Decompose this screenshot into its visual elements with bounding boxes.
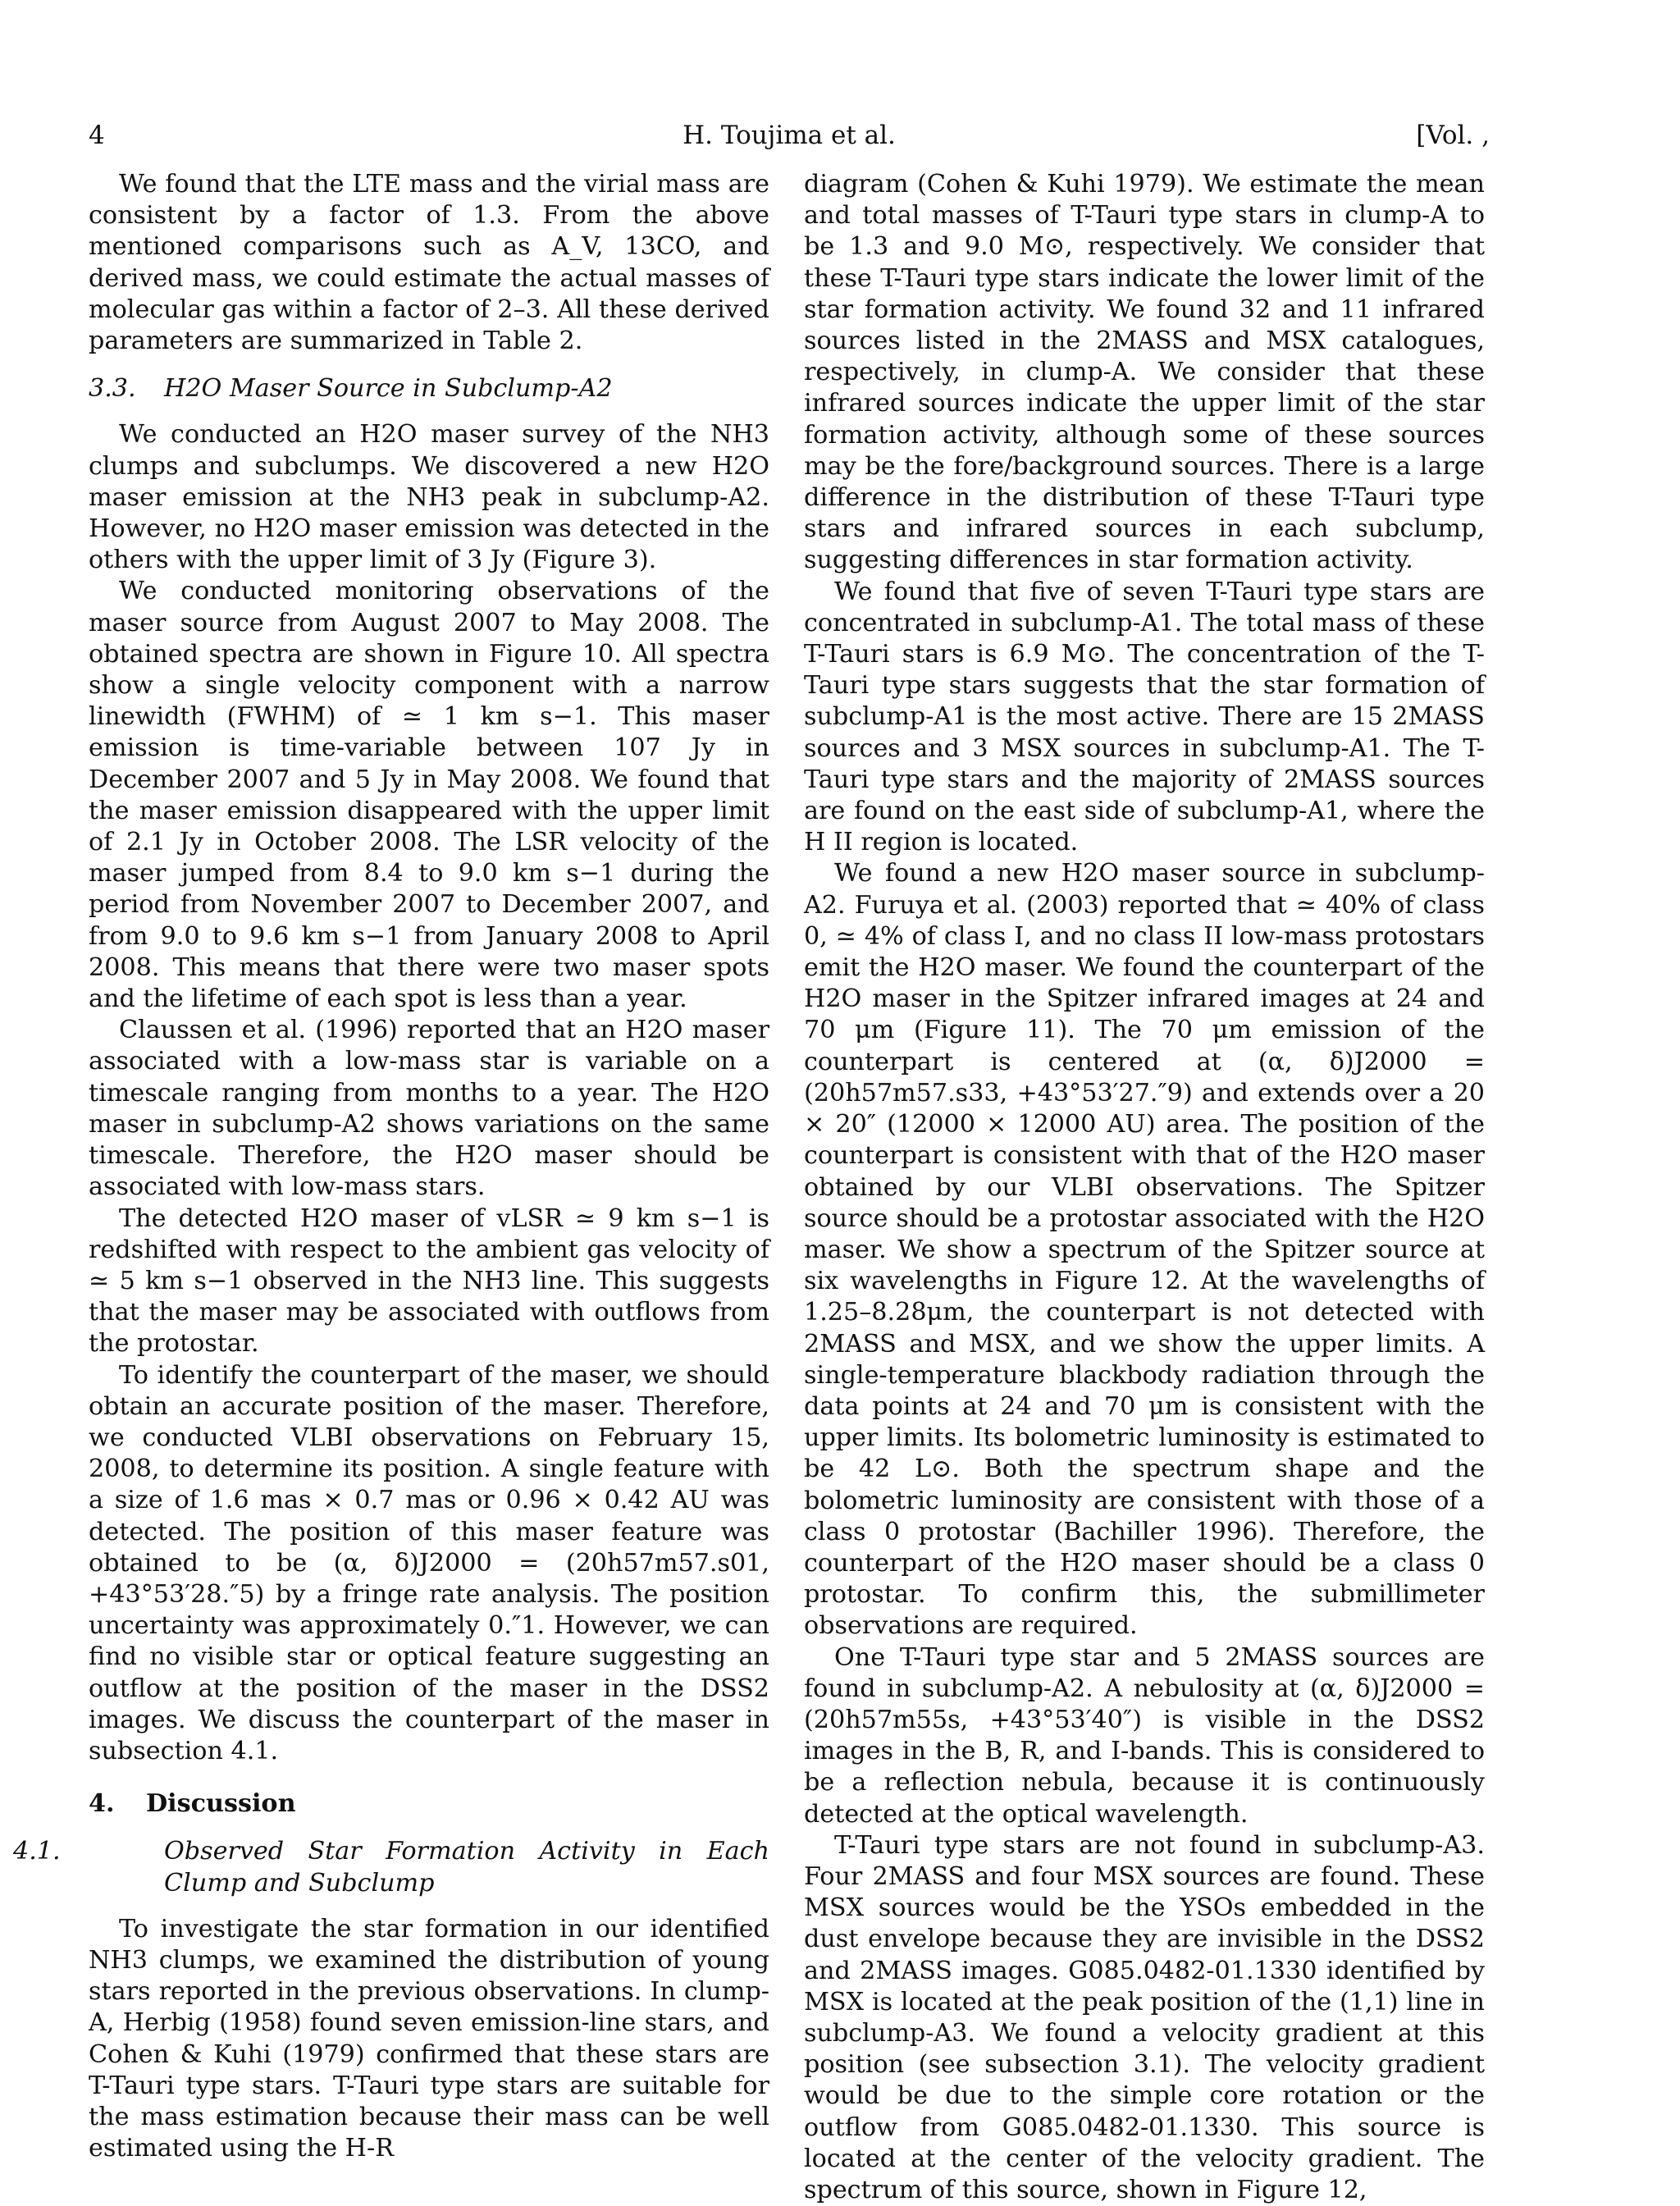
- section-number: 4.: [89, 1789, 115, 1819]
- subsection-number: 4.1.: [13, 1837, 61, 1866]
- paragraph: The detected H2O maser of vLSR ≃ 9 km s−1 is redshifted with respect to the ambient gas velocity of ≃ 5 km s−1 observed in the NH3 line. This suggests that the maser may be associated with outflows from the protostar.: [89, 1203, 769, 1359]
- paragraph: T-Tauri type stars are not found in subclump-A3. Four 2MASS and four MSX sources are found. These MSX sources would be the YSOs embedded in the dust envelope because they are invisible in the DSS2 and 2MASS images. G085.0482-01.1330 identified by MSX is located at the peak position of the (1,1) line in subclump-A3. We found a velocity gradient at this position (see subsection 3.1). The velocity gradient would be due to the simple core rotation or the outflow from G085.0482-01.1330. This source is located at the center of the velocity gradient. The spectrum of this source, shown in Figure 12,: [804, 1830, 1485, 2204]
- paragraph: We conducted an H2O maser survey of the NH3 clumps and subclumps. We discovered a new H2O maser emission at the NH3 peak in subclump-A2. However, no H2O maser emission was detected in the others with the upper limit of 3 Jy (Figure 3).: [89, 420, 769, 575]
- page-number: 4: [89, 121, 105, 150]
- paragraph: We found a new H2O maser source in subclump-A2. Furuya et al. (2003) reported that ≃ 40% of class 0, ≃ 4% of class I, and no class II low-mass protostars emit the H2O maser. We found the counterpart of the H2O maser in the Spitzer infrared images at 24 and 70 μm (Figure 11). The 70 μm emission of the counterpart is centered at (α, δ)J2000 = (20h57m57.s33, +43°53′27.″9) and extends over a 20 × 20″ (12000 × 12000 AU) area. The position of the counterpart is consistent with that of the H2O maser obtained by our VLBI observations. The Spitzer source should be a protostar associated with the H2O maser. We show a spectrum of the Spitzer source at six wavelengths in Figure 12. At the wavelengths of 1.25–8.28μm, the counterpart is not detected with 2MASS and MSX, and we show the upper limits. A single-temperature blackbody radiation through the data points at 24 and 70 μm is consistent with the upper limits. Its bolometric luminosity is estimated to be 42 L⊙. Both the spectrum shape and the bolometric luminosity are consistent with those of a class 0 protostar (Bachiller 1996). Therefore, the counterpart of the H2O maser should be a class 0 protostar. To confirm this, the submillimeter observations are required.: [804, 859, 1485, 1641]
- volume-label: [Vol. ,: [1416, 121, 1490, 150]
- subsection-heading: [89, 373, 769, 404]
- right-column: [804, 169, 1485, 2206]
- section-title: Discussion: [146, 1789, 296, 1819]
- paragraph: To identify the counterpart of the maser, we should obtain an accurate position of the maser. Therefore, we conducted VLBI observations on February 15, 2008, to determine its position. A single feature with a size of 1.6 mas × 0.7 mas or 0.96 × 0.42 AU was detected. The position of this maser feature was obtained to be (α, δ)J2000 = (20h57m57.s01, +43°53′28.″5) by a fringe rate analysis. The position uncertainty was approximately 0.″1. However, we can find no visible star or optical feature suggesting an outflow at the position of the maser in the DSS2 images. We discuss the counterpart of the maser in subsection 4.1.: [89, 1360, 769, 1765]
- paragraph: diagram (Cohen & Kuhi 1979). We estimate the mean and total masses of T-Tauri type stars in clump-A to be 1.3 and 9.0 M⊙, respectively. We consider that these T-Tauri type stars indicate the lower limit of the star formation activity. We found 32 and 11 infrared sources listed in the 2MASS and MSX catalogues, respectively, in clump-A. We consider that these infrared sources indicate the upper limit of the star formation activity, although some of these sources may be the fore/background sources. There is a large difference in the distribution of these T-Tauri type stars and infrared sources in each subclump, suggesting differences in star formation activity.: [804, 170, 1485, 575]
- paragraph: Claussen et al. (1996) reported that an H2O maser associated with a low-mass star is variable on a timescale ranging from months to a year. The H2O maser in subclump-A2 shows variations on the same timescale. Therefore, the H2O maser should be associated with low-mass stars.: [89, 1016, 769, 1202]
- left-column: [13, 169, 769, 2164]
- paragraph: To investigate the star formation in our identified NH3 clumps, we examined the distribution of young stars reported in the previous observations. In clump-A, Herbig (1958) found seven emission-line stars, and Cohen & Kuhi (1979) confirmed that these stars are T-Tauri type stars. T-Tauri type stars are suitable for the mass estimation because their mass can be well estimated using the H-R: [89, 1914, 769, 2163]
- paragraph: We conducted monitoring observations of the maser source from August 2007 to May 2008. The obtained spectra are shown in Figure 10. All spectra show a single velocity component with a narrow linewidth (FWHM) of ≃ 1 km s−1. This maser emission is time-variable between 107 Jy in December 2007 and 5 Jy in May 2008. We found that the maser emission disappeared with the upper limit of 2.1 Jy in October 2008. The LSR velocity of the maser jumped from 8.4 to 9.0 km s−1 during the period from November 2007 to December 2007, and from 9.0 to 9.6 km s−1 from January 2008 to April 2008. This means that there were two maser spots and the lifetime of each spot is less than a year.: [89, 577, 769, 1014]
- running-header: [89, 115, 1490, 156]
- paragraph: We found that five of seven T-Tauri type stars are concentrated in subclump-A1. The total mass of these T-Tauri stars is 6.9 M⊙. The concentration of the T-Tauri type stars suggests that the star formation of subclump-A1 is the most active. There are 15 2MASS sources and 3 MSX sources in subclump-A1. The T-Tauri type stars and the majority of 2MASS sources are found on the east side of subclump-A1, where the H II region is located.: [804, 577, 1485, 857]
- subsection-title: Observed Star Formation Activity in Each Clump and Subclump: [164, 1837, 769, 1898]
- running-authors: H. Toujima et al.: [682, 121, 896, 150]
- section-heading: [89, 1788, 769, 1820]
- paragraph: One T-Tauri type star and 5 2MASS sources are found in subclump-A2. A nebulosity at (α, δ)J2000 = (20h57m55s, +43°53′40″) is visible in the DSS2 images in the B, R, and I-bands. This is considered to be a reflection nebula, because it is continuously detected at the optical wavelength.: [804, 1642, 1485, 1829]
- subsection-title: H2O Maser Source in Subclump-A2: [164, 374, 613, 404]
- paragraph: We found that the LTE mass and the virial mass are consistent by a factor of 1.3. From the above mentioned comparisons such as A_V, 13CO, and derived mass, we could estimate the actual masses of molecular gas within a factor of 2–3. All these derived parameters are summarized in Table 2.: [89, 170, 769, 356]
- subsection-heading: [13, 1836, 769, 1898]
- subsection-number: 3.3.: [89, 374, 136, 404]
